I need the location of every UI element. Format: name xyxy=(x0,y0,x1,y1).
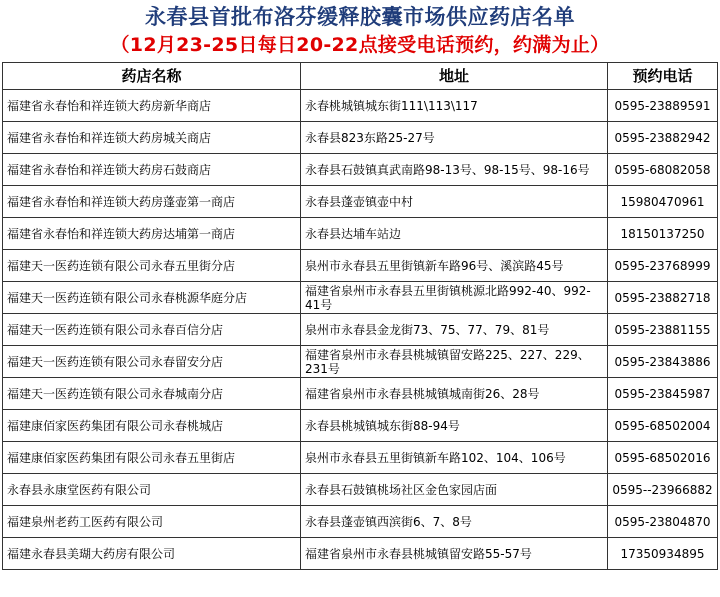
phone-cell: 18150137250 xyxy=(608,218,718,250)
address-cell: 泉州市永春县五里街镇新车路96号、溪滨路45号 xyxy=(301,250,608,282)
table-row xyxy=(3,506,718,538)
table-row xyxy=(3,122,718,154)
phone-cell: 0595-23843886 xyxy=(608,346,718,378)
phone-cell: 0595-23881155 xyxy=(608,314,718,346)
table-row xyxy=(3,218,718,250)
pharmacy-table xyxy=(2,62,718,570)
address-cell: 福建省泉州市永春县桃城镇留安路225、227、229、231号 xyxy=(301,346,608,378)
phone-cell: 0595-23804870 xyxy=(608,506,718,538)
column-header-address: 地址 xyxy=(301,63,608,90)
address-cell: 永春县蓬壶镇壶中村 xyxy=(301,186,608,218)
address-cell: 永春县桃城镇城东街88-94号 xyxy=(301,410,608,442)
table-row xyxy=(3,538,718,570)
phone-cell: 0595--23966882 xyxy=(608,474,718,506)
address-cell: 福建省泉州市永春县桃城镇留安路55-57号 xyxy=(301,538,608,570)
pharmacy-name-cell: 福建省永春怡和祥连锁大药房城关商店 xyxy=(3,122,301,154)
phone-cell: 0595-68502016 xyxy=(608,442,718,474)
table-row xyxy=(3,282,718,314)
table-row xyxy=(3,442,718,474)
pharmacy-name-cell: 福建天一医药连锁有限公司永春五里街分店 xyxy=(3,250,301,282)
pharmacy-name-cell: 福建天一医药连锁有限公司永春留安分店 xyxy=(3,346,301,378)
table-header-row xyxy=(3,63,718,90)
phone-cell: 0595-23768999 xyxy=(608,250,718,282)
header xyxy=(0,0,720,62)
table-row xyxy=(3,346,718,378)
table-row xyxy=(3,186,718,218)
column-header-name: 药店名称 xyxy=(3,63,301,90)
table-row xyxy=(3,314,718,346)
pharmacy-name-cell: 福建省永春怡和祥连锁大药房达埔第一商店 xyxy=(3,218,301,250)
phone-cell: 0595-68082058 xyxy=(608,154,718,186)
address-cell: 永春县达埔车站边 xyxy=(301,218,608,250)
page-subtitle: （12月23-25日每日20-22点接受电话预约，约满为止） xyxy=(110,34,610,56)
table-row xyxy=(3,474,718,506)
phone-cell: 0595-23889591 xyxy=(608,90,718,122)
pharmacy-name-cell: 福建省永春怡和祥连锁大药房石鼓商店 xyxy=(3,154,301,186)
address-cell: 福建省泉州市永春县桃城镇城南街26、28号 xyxy=(301,378,608,410)
pharmacy-name-cell: 福建天一医药连锁有限公司永春桃源华庭分店 xyxy=(3,282,301,314)
phone-cell: 0595-68502004 xyxy=(608,410,718,442)
pharmacy-name-cell: 福建泉州老药工医药有限公司 xyxy=(3,506,301,538)
pharmacy-name-cell: 福建康佰家医药集团有限公司永春五里街店 xyxy=(3,442,301,474)
table-row xyxy=(3,154,718,186)
table-body xyxy=(3,90,718,570)
phone-cell: 17350934895 xyxy=(608,538,718,570)
pharmacy-name-cell: 福建省永春怡和祥连锁大药房新华商店 xyxy=(3,90,301,122)
pharmacy-name-cell: 福建天一医药连锁有限公司永春城南分店 xyxy=(3,378,301,410)
pharmacy-name-cell: 福建康佰家医药集团有限公司永春桃城店 xyxy=(3,410,301,442)
table-row xyxy=(3,250,718,282)
table-row xyxy=(3,90,718,122)
address-cell: 永春县石鼓镇真武南路98-13号、98-15号、98-16号 xyxy=(301,154,608,186)
address-cell: 泉州市永春县五里街镇新车路102、104、106号 xyxy=(301,442,608,474)
table-row xyxy=(3,378,718,410)
address-cell: 泉州市永春县金龙街73、75、77、79、81号 xyxy=(301,314,608,346)
table-row xyxy=(3,410,718,442)
page-title: 永春县首批布洛芬缓释胶囊市场供应药店名单 xyxy=(145,5,575,29)
address-cell: 永春县823东路25-27号 xyxy=(301,122,608,154)
address-cell: 永春县石鼓镇桃场社区金色家园店面 xyxy=(301,474,608,506)
phone-cell: 15980470961 xyxy=(608,186,718,218)
pharmacy-name-cell: 永春县永康堂医药有限公司 xyxy=(3,474,301,506)
pharmacy-name-cell: 福建永春县美瑚大药房有限公司 xyxy=(3,538,301,570)
phone-cell: 0595-23882718 xyxy=(608,282,718,314)
pharmacy-name-cell: 福建省永春怡和祥连锁大药房蓬壶第一商店 xyxy=(3,186,301,218)
phone-cell: 0595-23845987 xyxy=(608,378,718,410)
address-cell: 福建省泉州市永春县五里街镇桃源北路992-40、992-41号 xyxy=(301,282,608,314)
phone-cell: 0595-23882942 xyxy=(608,122,718,154)
pharmacy-name-cell: 福建天一医药连锁有限公司永春百信分店 xyxy=(3,314,301,346)
column-header-phone: 预约电话 xyxy=(608,63,718,90)
address-cell: 永春县蓬壶镇西滨街6、7、8号 xyxy=(301,506,608,538)
address-cell: 永春桃城镇城东街111\113\117 xyxy=(301,90,608,122)
